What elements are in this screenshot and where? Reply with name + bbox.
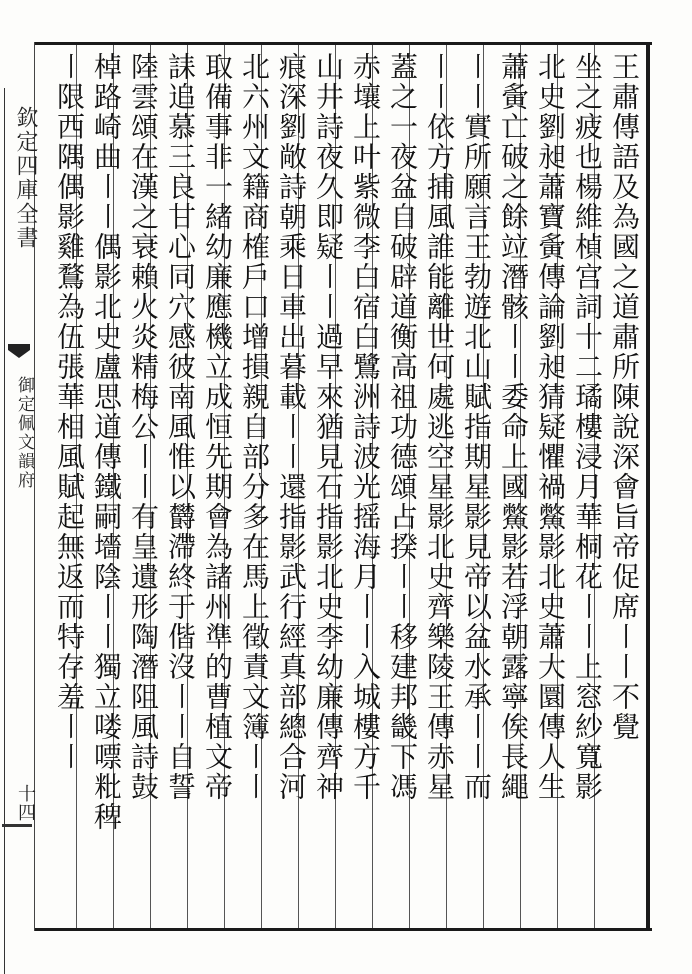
text-column: 北六州文籍商榷戶口增損親自部分多在馬上徵責文簿〡〡 <box>238 52 271 802</box>
text-column: 蓋之一夜盆自破辟道衡高祖功德頌占揆〡〡移建邦畿下馮 <box>386 52 419 802</box>
frame-right-border <box>646 42 650 931</box>
text-column: 山井詩夜久即疑〡〡過早來猶見石指影北史李幼廉傳齊神 <box>312 52 345 802</box>
text-column: 蕭夤亡破之餘竝潛骸〡〡委命上國鱉影若浮朝露寧俟長繩 <box>497 52 530 802</box>
frame-top-border <box>34 42 652 45</box>
margin-rule <box>4 88 5 974</box>
margin-book-name: 御定佩文韻府 <box>14 376 34 490</box>
text-column: 取備事非一緒幼廉應機立成恒先期會為諸州準的曹植文帝 <box>201 52 234 802</box>
frame-bottom-border <box>34 928 652 931</box>
text-column: 陸雲頌在漢之衰賴火炎精梅公〡〡有皇遺形陶潛阻風詩鼓 <box>127 52 160 802</box>
text-column: 赤壤上叶紫微李白宿白鷺洲詩波光摇海月〡〡入城樓方千 <box>349 52 382 802</box>
fish-tail-mark-icon <box>6 340 32 366</box>
text-column: 痕深劉敞詩朝乘日車出暮載〡〡還指影武行經真部總合河 <box>275 52 308 802</box>
margin-divider <box>2 824 32 827</box>
text-column: 〡〡實所願言王勃遊北山賦指期星影見帝以盆水承〡〡而 <box>460 52 493 802</box>
text-column: 北史劉昶蕭寶夤傳論劉昶猜疑懼禍鱉影北史蕭大圜傳人生 <box>534 52 567 802</box>
text-column: 王肅傳語及為國之道肅所陳說深會旨帝促席〡〡不覺 <box>608 52 641 742</box>
text-column: 誄追慕三良甘心同穴感彼南風惟以欝滯終于偕沒〡〡自誓 <box>164 52 197 802</box>
margin-book-title: 欽定四庫全書 <box>13 106 38 250</box>
margin-strip <box>0 44 38 930</box>
text-column: 〡〡依方捕風誰能離世何處逃空星影北史齊樂陵王傳赤星 <box>423 52 456 802</box>
page-number: 十四 <box>15 784 36 822</box>
text-column: 棹路崎曲〡〡偶影北史盧思道傳鐵嗣墻陰〡〡獨立喽嘌粃稗 <box>90 52 123 832</box>
text-column: 〡限西隅偶影雞鶩為伍張華相風賦起無返而特存羞〡〡 <box>53 52 86 772</box>
text-column: 坐之疲也楊維楨宫詞十二璚樓浸月華桐花〡〡上窓紗寬影 <box>571 52 604 802</box>
